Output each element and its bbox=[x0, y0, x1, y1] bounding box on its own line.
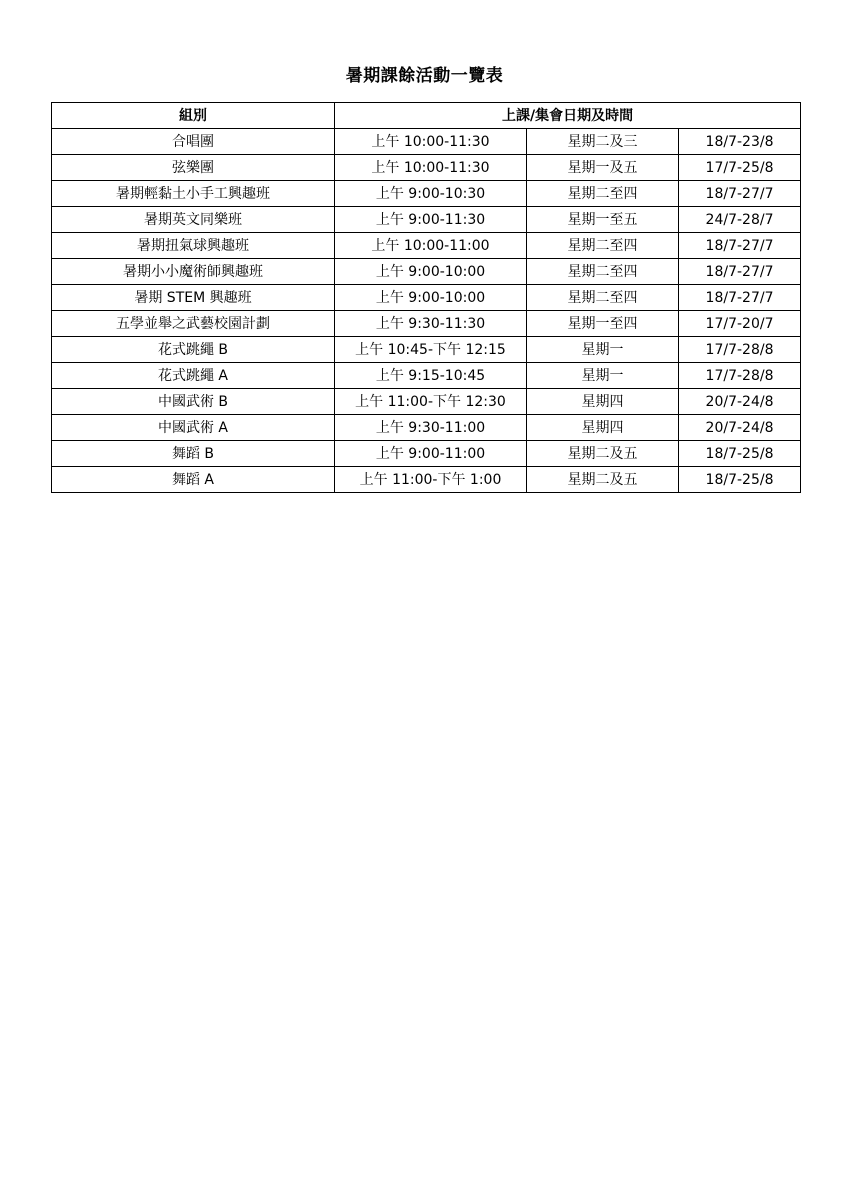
date-cell: 20/7-24/8 bbox=[679, 389, 801, 415]
table-row bbox=[52, 389, 801, 415]
day-cell: 星期一及五 bbox=[527, 155, 679, 181]
day-cell: 星期一至五 bbox=[527, 207, 679, 233]
table-row bbox=[52, 155, 801, 181]
group-cell: 暑期輕黏土小手工興趣班 bbox=[52, 181, 335, 207]
table-row bbox=[52, 415, 801, 441]
date-cell: 17/7-28/8 bbox=[679, 337, 801, 363]
group-cell: 弦樂團 bbox=[52, 155, 335, 181]
table-row bbox=[52, 467, 801, 493]
table-row bbox=[52, 311, 801, 337]
day-cell: 星期二至四 bbox=[527, 233, 679, 259]
table-row bbox=[52, 441, 801, 467]
table-row bbox=[52, 285, 801, 311]
day-cell: 星期二至四 bbox=[527, 259, 679, 285]
time-cell: 上午 9:30-11:00 bbox=[335, 415, 527, 441]
date-cell: 18/7-27/7 bbox=[679, 181, 801, 207]
date-cell: 18/7-25/8 bbox=[679, 467, 801, 493]
group-column-header: 組別 bbox=[52, 103, 335, 129]
date-cell: 18/7-25/8 bbox=[679, 441, 801, 467]
day-cell: 星期二及五 bbox=[527, 441, 679, 467]
group-cell: 花式跳繩 A bbox=[52, 363, 335, 389]
date-cell: 20/7-24/8 bbox=[679, 415, 801, 441]
day-cell: 星期一 bbox=[527, 363, 679, 389]
time-cell: 上午 10:45-下午 12:15 bbox=[335, 337, 527, 363]
time-cell: 上午 9:00-10:00 bbox=[335, 259, 527, 285]
time-cell: 上午 9:00-10:30 bbox=[335, 181, 527, 207]
date-cell: 17/7-25/8 bbox=[679, 155, 801, 181]
group-cell: 舞蹈 A bbox=[52, 467, 335, 493]
time-cell: 上午 9:00-11:00 bbox=[335, 441, 527, 467]
schedule-column-header: 上課/集會日期及時間 bbox=[335, 103, 801, 129]
time-cell: 上午 10:00-11:30 bbox=[335, 129, 527, 155]
day-cell: 星期二至四 bbox=[527, 181, 679, 207]
group-cell: 五學並舉之武藝校園計劃 bbox=[52, 311, 335, 337]
time-cell: 上午 11:00-下午 12:30 bbox=[335, 389, 527, 415]
group-cell: 暑期小小魔術師興趣班 bbox=[52, 259, 335, 285]
date-cell: 18/7-27/7 bbox=[679, 233, 801, 259]
table-row bbox=[52, 129, 801, 155]
day-cell: 星期二及五 bbox=[527, 467, 679, 493]
date-cell: 24/7-28/7 bbox=[679, 207, 801, 233]
time-cell: 上午 10:00-11:00 bbox=[335, 233, 527, 259]
date-cell: 18/7-27/7 bbox=[679, 285, 801, 311]
group-cell: 暑期英文同樂班 bbox=[52, 207, 335, 233]
day-cell: 星期四 bbox=[527, 389, 679, 415]
day-cell: 星期一至四 bbox=[527, 311, 679, 337]
table-row bbox=[52, 233, 801, 259]
table-row bbox=[52, 337, 801, 363]
time-cell: 上午 9:00-10:00 bbox=[335, 285, 527, 311]
time-cell: 上午 9:30-11:30 bbox=[335, 311, 527, 337]
date-cell: 17/7-20/7 bbox=[679, 311, 801, 337]
table-row bbox=[52, 181, 801, 207]
table-row bbox=[52, 363, 801, 389]
group-cell: 花式跳繩 B bbox=[52, 337, 335, 363]
group-cell: 暑期 STEM 興趣班 bbox=[52, 285, 335, 311]
group-cell: 中國武術 A bbox=[52, 415, 335, 441]
table-header-row bbox=[52, 103, 801, 129]
table-row bbox=[52, 259, 801, 285]
page-title: 暑期課餘活動一覽表 bbox=[345, 66, 504, 86]
activity-table bbox=[51, 102, 801, 493]
time-cell: 上午 10:00-11:30 bbox=[335, 155, 527, 181]
table-row bbox=[52, 207, 801, 233]
group-cell: 合唱團 bbox=[52, 129, 335, 155]
group-cell: 中國武術 B bbox=[52, 389, 335, 415]
time-cell: 上午 11:00-下午 1:00 bbox=[335, 467, 527, 493]
group-cell: 舞蹈 B bbox=[52, 441, 335, 467]
day-cell: 星期一 bbox=[527, 337, 679, 363]
date-cell: 18/7-27/7 bbox=[679, 259, 801, 285]
day-cell: 星期二及三 bbox=[527, 129, 679, 155]
time-cell: 上午 9:15-10:45 bbox=[335, 363, 527, 389]
time-cell: 上午 9:00-11:30 bbox=[335, 207, 527, 233]
day-cell: 星期四 bbox=[527, 415, 679, 441]
day-cell: 星期二至四 bbox=[527, 285, 679, 311]
date-cell: 18/7-23/8 bbox=[679, 129, 801, 155]
group-cell: 暑期扭氣球興趣班 bbox=[52, 233, 335, 259]
date-cell: 17/7-28/8 bbox=[679, 363, 801, 389]
